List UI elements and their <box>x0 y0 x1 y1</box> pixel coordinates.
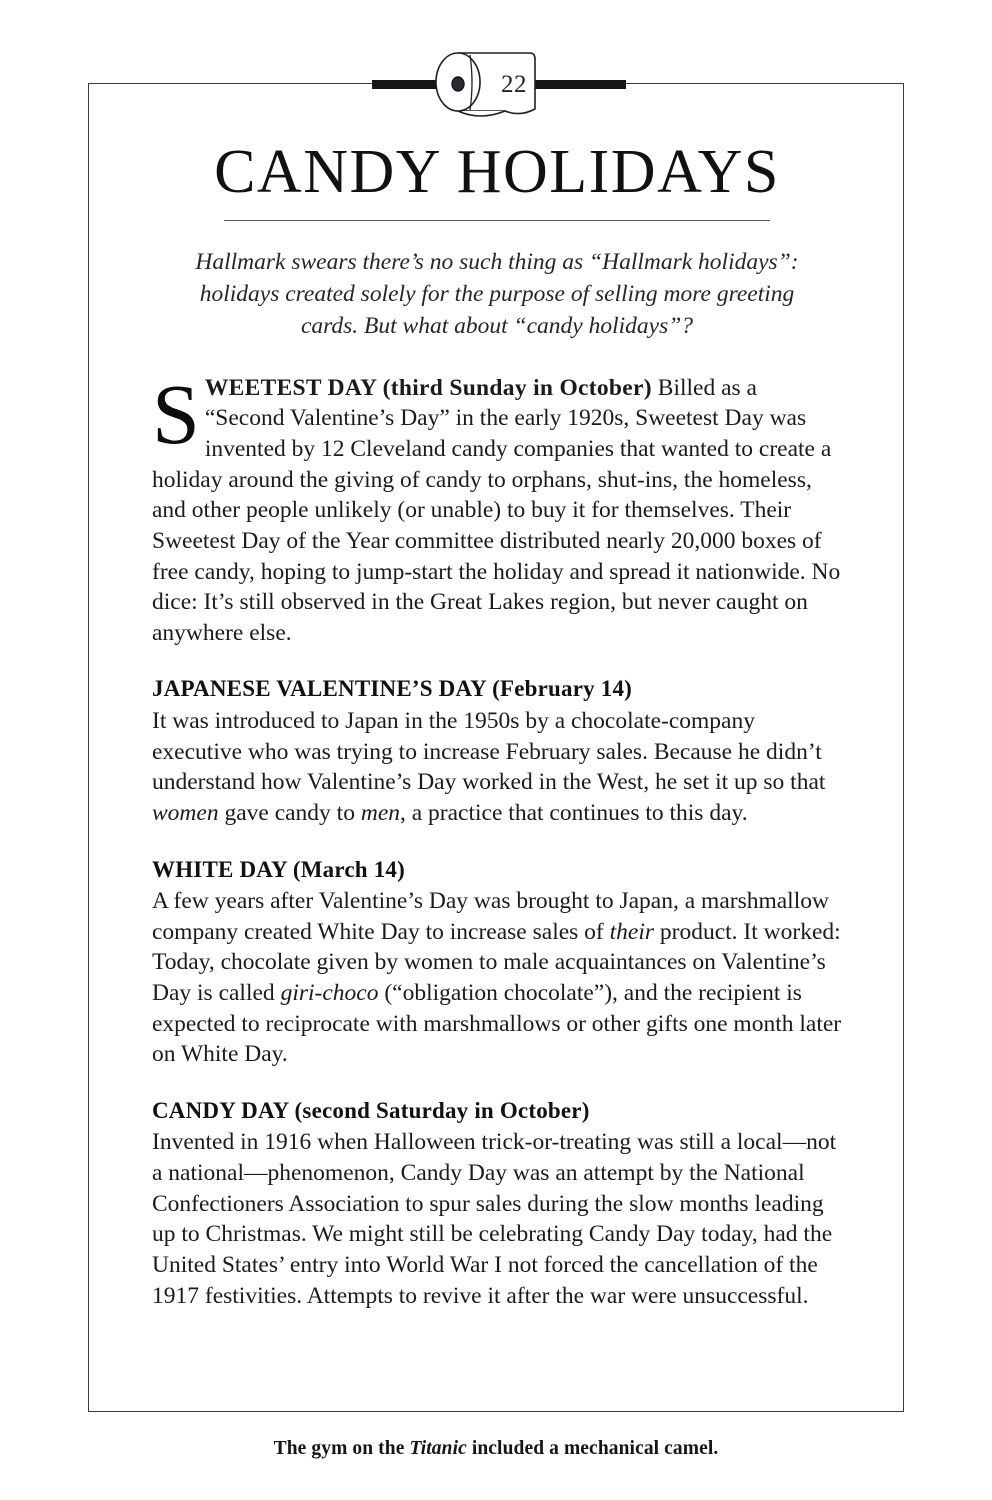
page-number-emblem <box>370 47 630 137</box>
wd-italic-giri-choco: giri-choco <box>280 979 379 1006</box>
footer-text-after: included a mechanical camel. <box>466 1438 719 1459</box>
footer-italic-titanic: Titanic <box>409 1438 467 1459</box>
title-rule-divider <box>224 220 770 221</box>
candy-day-paragraph: Invented in 1916 when Halloween trick-or-treating was still a local—not a national—phenomenon, Candy Day was an attempt by the National Confectioners Association to spur sales during the slow months leading up to Christmas. We might still be celebrating Candy Day today, had the United States’ entry into World War I not forced the cancellation of the 1917 festivities. Attempts to revive it after the war were unsuccessful. <box>152 1129 837 1309</box>
section-japanese-valentines-day <box>152 674 842 828</box>
wd-italic-their: their <box>609 918 655 945</box>
wd-text-2: product. It worked: Today, chocolate given by women to male acquaintances on Valentine’s Day is called <box>152 918 841 1006</box>
drop-cap-letter: S <box>152 365 200 462</box>
footer-fact <box>0 1438 992 1460</box>
article-content <box>152 140 842 1311</box>
page-title: CANDY HOLIDAYS <box>214 138 780 206</box>
jvd-text-2: gave candy to <box>218 799 361 826</box>
white-day-paragraph <box>152 886 842 1070</box>
sweetest-day-paragraph <box>152 365 842 649</box>
japanese-valentines-day-heading: JAPANESE VALENTINE’S DAY (February 14) <box>152 676 633 702</box>
article-subtitle: Hallmark swears there’s no such thing as “Hallmark holidays”: holidays created solely for the purpose of selling more greeting cards. But what about “candy holidays”? <box>195 248 799 339</box>
footer-text-before: The gym on the <box>273 1438 410 1459</box>
white-day-heading: WHITE DAY (March 14) <box>152 856 405 882</box>
jvd-italic-women: women <box>152 799 219 826</box>
toilet-paper-roll-icon <box>370 47 630 137</box>
page-number: 22 <box>501 71 527 98</box>
wd-text-3: (“obligation chocolate”), and the recipient is expected to reciprocate with marshmallows or other gifts one month later on White Day. <box>152 979 842 1068</box>
candy-day-heading: CANDY DAY (second Saturday in October) <box>152 1097 590 1123</box>
sweetest-day-lead-heading: WEETEST DAY (third Sunday in October) <box>204 374 652 401</box>
jvd-text-3: , a practice that continues to this day. <box>400 799 748 826</box>
section-sweetest-day <box>152 365 842 649</box>
section-white-day <box>152 855 842 1070</box>
jvd-text-1: It was introduced to Japan in the 1950s by a chocolate-company executive who was trying to increase February sales. Because he didn’t understand how Valentine’s Day worked in the West, he set it up so that <box>152 707 826 796</box>
wd-text-1: A few years after Valentine’s Day was brought to Japan, a marshmallow company created White Day to increase sales of <box>152 887 829 945</box>
japanese-valentines-day-paragraph <box>152 706 842 829</box>
sweetest-day-body: Billed as a “Second Valentine’s Day” in the early 1920s, Sweetest Day was invented by 12 Cleveland candy companies that wanted to create a holiday around the giving of candy to orphans, shut-ins, the homeless, and other people unlikely (or unable) to buy it for themselves. Their Sweetest Day of the Year committee distributed nearly 20,000 boxes of free candy, hoping to jump-start the holiday and spread it nationwide. No dice: It’s still observed in the Great Lakes region, but never caught on anywhere else. <box>152 374 841 646</box>
jvd-italic-men: men <box>360 799 400 826</box>
section-candy-day <box>152 1096 842 1311</box>
